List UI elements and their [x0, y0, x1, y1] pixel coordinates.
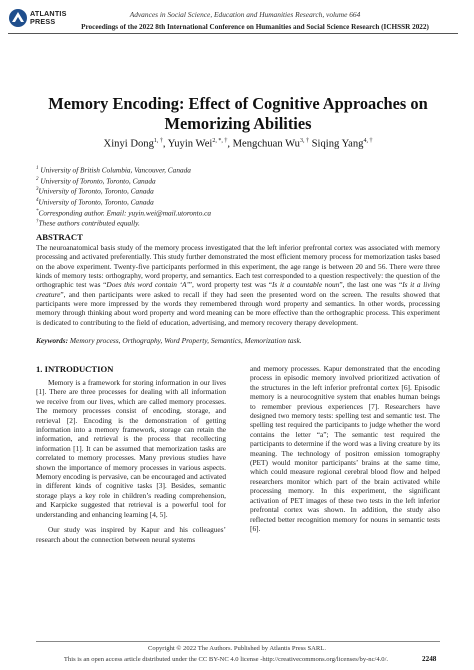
affiliation: †These authors contributed equally.: [36, 218, 140, 228]
paper-title: [40, 94, 436, 134]
affiliation: $^2$ University of Toronto, Toronto, Canada: [36, 176, 156, 186]
abstract-heading: ABSTRACT: [36, 232, 83, 242]
author-sup: 1, †: [153, 138, 163, 144]
title-line-2: Memorizing Abilities: [164, 114, 312, 133]
logo-line-2: PRESS: [30, 17, 56, 26]
affiliation: $^1$ University of British Columbia, Vancouver, Canada: [36, 165, 191, 175]
keywords-label: Keywords:: [36, 336, 69, 345]
atlantis-logo-icon: [8, 8, 28, 28]
page-number: 2248: [422, 655, 437, 663]
right-column: [250, 364, 440, 533]
abstract-body: The neuroanatomical basis study of the memory process investigated that the left inferior prefrontal cortex was associated with memory processing and activated preferentially. This study further demonstrated the most efficient memory process for memorization tasks based on the above experiment. Twenty-five participants performed in this experiment, the age range is between 20 and 56. There were three kinds of memory tests: orthography, word property, and semantics. Each test corresponded to a question respectively: the question of the orthographic test was “Does this word contain ‘A’”, word property test was “Is it a countable noun”, the last one was “Is it a living creature”, and then participants were asked to recall if they had seen the presented word on the screen. The results showed that participants were more impressed by the words they remembered through word property and semantics. In other words, processing memory through thinking about word property and word meaning can be more effective than the orthographic process. This experiment is dedicated to contributing to the field of education, advertising, and memory recovery therapy development.: [36, 243, 440, 327]
intro-paragraph-1: Memory is a framework for storing information in our lives [1]. There are three processes for dealing with all information we receive from our lives, which are called memory processes. The memory processes consist of encoding, storage, and retrieval [2]. Encoding is the demonstration of getting information into a memory framework, storage can retain the information, and retrieval is the process that recollecting information [1]. It can be assumed that memorization tasks are correlated to memory processes. Many previous studies have shown the importance of memory processes in various aspects. Memory encoding is pervasive, can be encouraged and activated in different kinds of cognitive tasks [3]. Besides, semantic storage plays a key role in children’s reading comprehension, and Karpicke suggested that retrieval is a powerful tool for understanding and enhancing learning [4, 5].: [36, 378, 226, 519]
proceedings-name: Proceedings of the 2022 8th International Conference on Humanities and Social Science Research (ICHSSR 2022): [81, 23, 429, 31]
title-line-1: Memory Encoding: Effect of Cognitive Approaches on: [48, 94, 428, 113]
keywords: [36, 336, 440, 345]
header-divider: [8, 33, 458, 34]
copyright-notice: Copyright © 2022 The Authors. Published by Atlantis Press SARL.: [148, 645, 326, 652]
author-list: Xinyi Dong$^{1, \dagger}$, Yuyin Wei$^{2, *, \dagger}$, Mengchuan $Wu^{3, \dagger}$ Siqing Yang$^{4, \dagger}$: [103, 138, 373, 150]
author-name: Mengchuan Wu: [232, 138, 300, 150]
affiliation: $^4$University of Toronto, Toronto, Canada: [36, 197, 154, 207]
author-name: Siqing Yang: [311, 138, 364, 150]
logo-line-1: ATLANTIS: [30, 9, 67, 18]
author-sup: 4, †: [363, 138, 373, 144]
section-heading-introduction: 1. INTRODUCTION: [36, 364, 114, 374]
keywords-text: Memory process, Orthography, Word Property, Semantics, Memorization task.: [69, 336, 302, 345]
footer-divider: [36, 641, 440, 642]
intro-paragraph-continued: and memory processes. Kapur demonstrated that the encoding process in episodic memory involved prioritized activation of the structures in the left inferior prefrontal cortex [6]. Episodic memory is a neurocognitive system that enables human beings to remember previous experiences [7]. Researchers have designed two memory tests: spelling test and semantic test. The spelling test required the participants to judge whether the word contains the letter “a”; The semantic test required the participants to determine if the word was a living creature by its meaning. The technology of positron emission tomography (PET) would monitor participants’ brains at the same time, which could measure regional cerebral blood flow and helped researchers monitor which part of the brain activated while processing memory. In this experiment, the significant activation of PET images of these two tests in the left inferior prefrontal cortex was shown. In addition, the study also reflected better recognition memory for nouns in semantic tests [6].: [250, 364, 440, 533]
author-name: Yuyin Wei: [167, 138, 213, 150]
journal-name: Advances in Social Science, Education and Humanities Research, volume 664: [129, 10, 361, 19]
author-sup: 2, *, †: [212, 138, 228, 144]
license-notice: This is an open access article distributed under the CC BY-NC 4.0 license -http://creativecommons.org/licenses/by-nc/4.0/.: [63, 656, 389, 663]
affiliation: $^3$University of Toronto, Toronto, Canada: [36, 186, 154, 196]
author-sup: 3, †: [299, 138, 309, 144]
affiliation: *Corresponding author. Email: yuyin.wei@mail.utoronto.ca: [36, 207, 212, 217]
left-column: [36, 378, 226, 544]
affiliations: [36, 164, 436, 228]
author-name: Xinyi Dong: [103, 138, 154, 150]
intro-paragraph-2: Our study was inspired by Kapur and his colleagues’ research about the connection between neural systems: [36, 525, 226, 544]
